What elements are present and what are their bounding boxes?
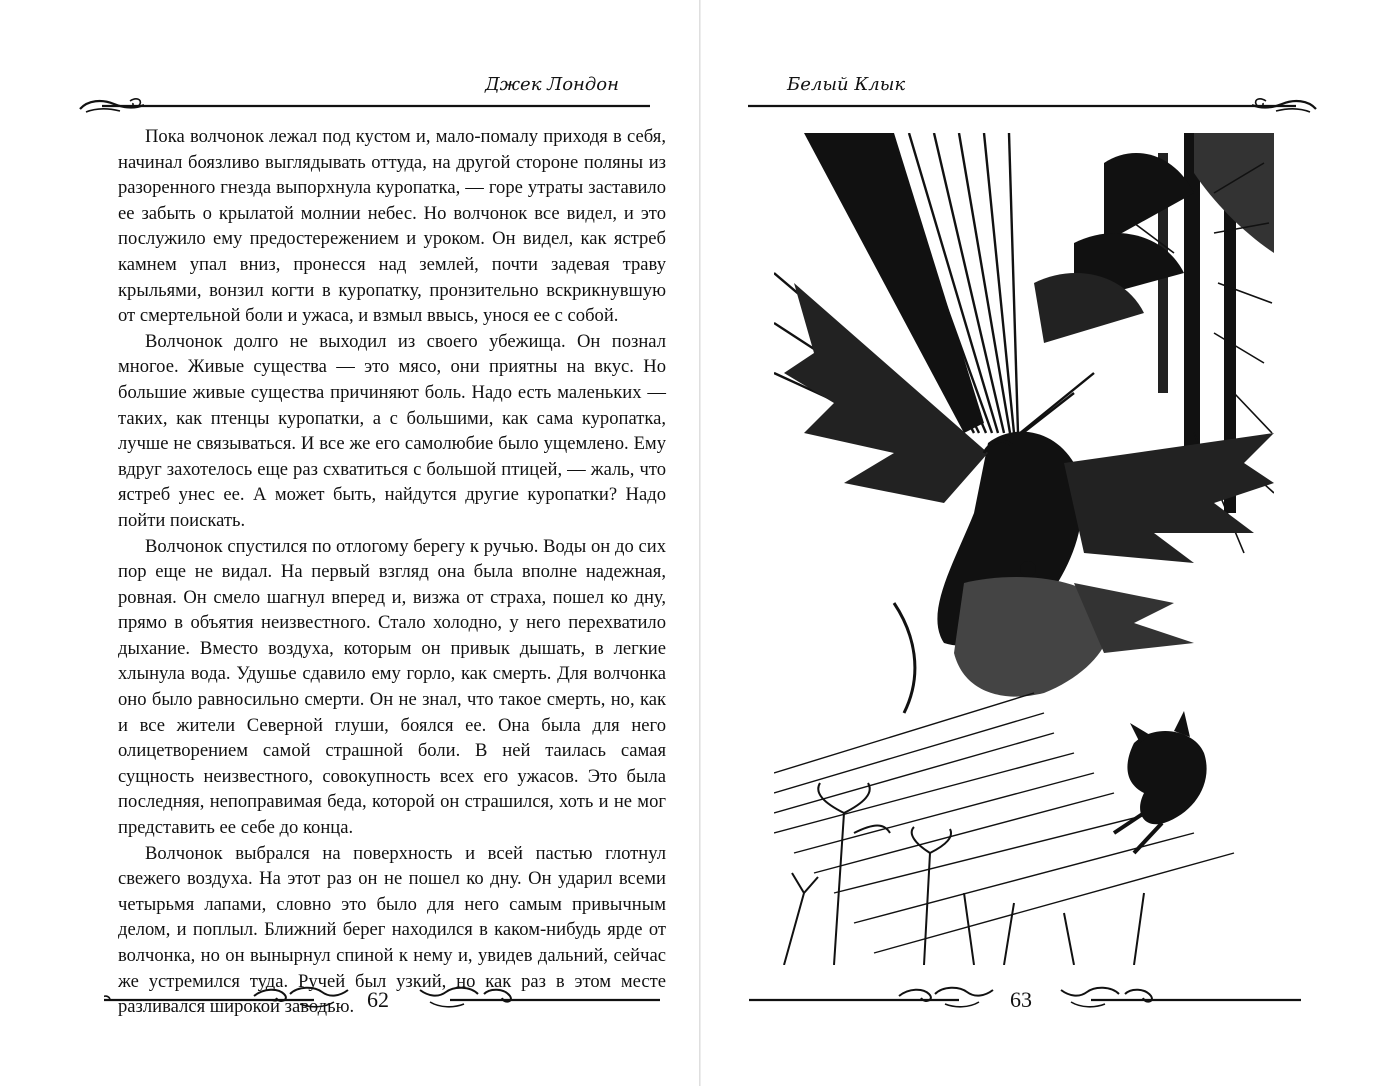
page-number: 63 [1010,987,1032,1012]
page-number: 62 [367,987,389,1012]
paragraph: Волчонок выбрался на поверхность и всей пастью глотнул свежего воздуха. На этот раз он не пошел ко дну. Он ударил всеми четырьмя лапами, словно это было для него самым привычным делом, и поплыл. Ближний берег находился в каком-нибудь ярде от волчонка, но он вынырнул спиной к нему и, увидев дальний, сейчас же устремился туда. Ручей был узкий, но как раз в этом месте разливался широкой заводью. [118,842,666,1018]
paragraph: Волчонок долго не выходил из своего убежища. Он познал многое. Живые существа — это мясо, они приятны на вкус. Но большие живые существа причиняют боль. Надо есть маленьких — таких, как птенцы куропатки, а с большими, как сама куропатка, лучше не связываться. И все же его самолюбие было ущемлено. Ему вдруг захотелось еще раз схватиться с большой птицей, — жаль, что ястреб унес ее. А может быть, найдутся другие куропатки? Надо пойти поискать. [118,330,666,531]
left-page [0,0,699,1086]
header-ornament-rule [748,96,1318,116]
running-head-title: Белый Клык [787,74,906,95]
paragraph: Пока волчонок лежал под кустом и, мало-помалу приходя в себя, начинал боязливо выглядывать оттуда, на другой стороне поляны из разоренного гнезда выпорхнула куропатка, — горе утраты заставило ее забыть о крылатой молнии небес. Но волчонок все видел, и это послужило ему предостережением и уроком. Он видел, как ястреб камнем упал вниз, пронесся над землей, почти задевая траву крыльями, вонзил когти в куропатку, пронзительно вскрикнувшую от смертельной боли и ужаса, и взмыл ввысь, унося ее с собой. [118,126,666,327]
hawk-partridge-wolf-cub-illustration [774,133,1274,965]
paragraph: Волчонок спустился по отлогому берегу к ручью. Воды он до сих пор еще не видал. На первый взгляд она была вполне надежная, ровная. Он смело шагнул вперед и, визжа от страха, пошел ко дну, прямо в объятия неизвестного. Стало холодно, у него перехватило дыхание. Вместо воздуха, которым он привык дышать, в легкие хлынула вода. Удушье сдавило ему горло, как смерть. Для волчонка оно было равносильно смерти. Он не знал, что такое смерть, но, как и все жители Северной глуши, боялся ее. Она была для него олицетворением самой страшной боли. В ней таилась самая сущность неизвестного, совокупность всех его ужасов. Это была последняя, непоправимая беда, которой он страшился, хоть и не мог представить ее себе до конца. [118,535,666,839]
running-head-author: Джек Лондон [484,74,619,95]
header-ornament-rule [78,96,650,116]
body-text [118,124,666,1020]
right-page [701,0,1400,1086]
